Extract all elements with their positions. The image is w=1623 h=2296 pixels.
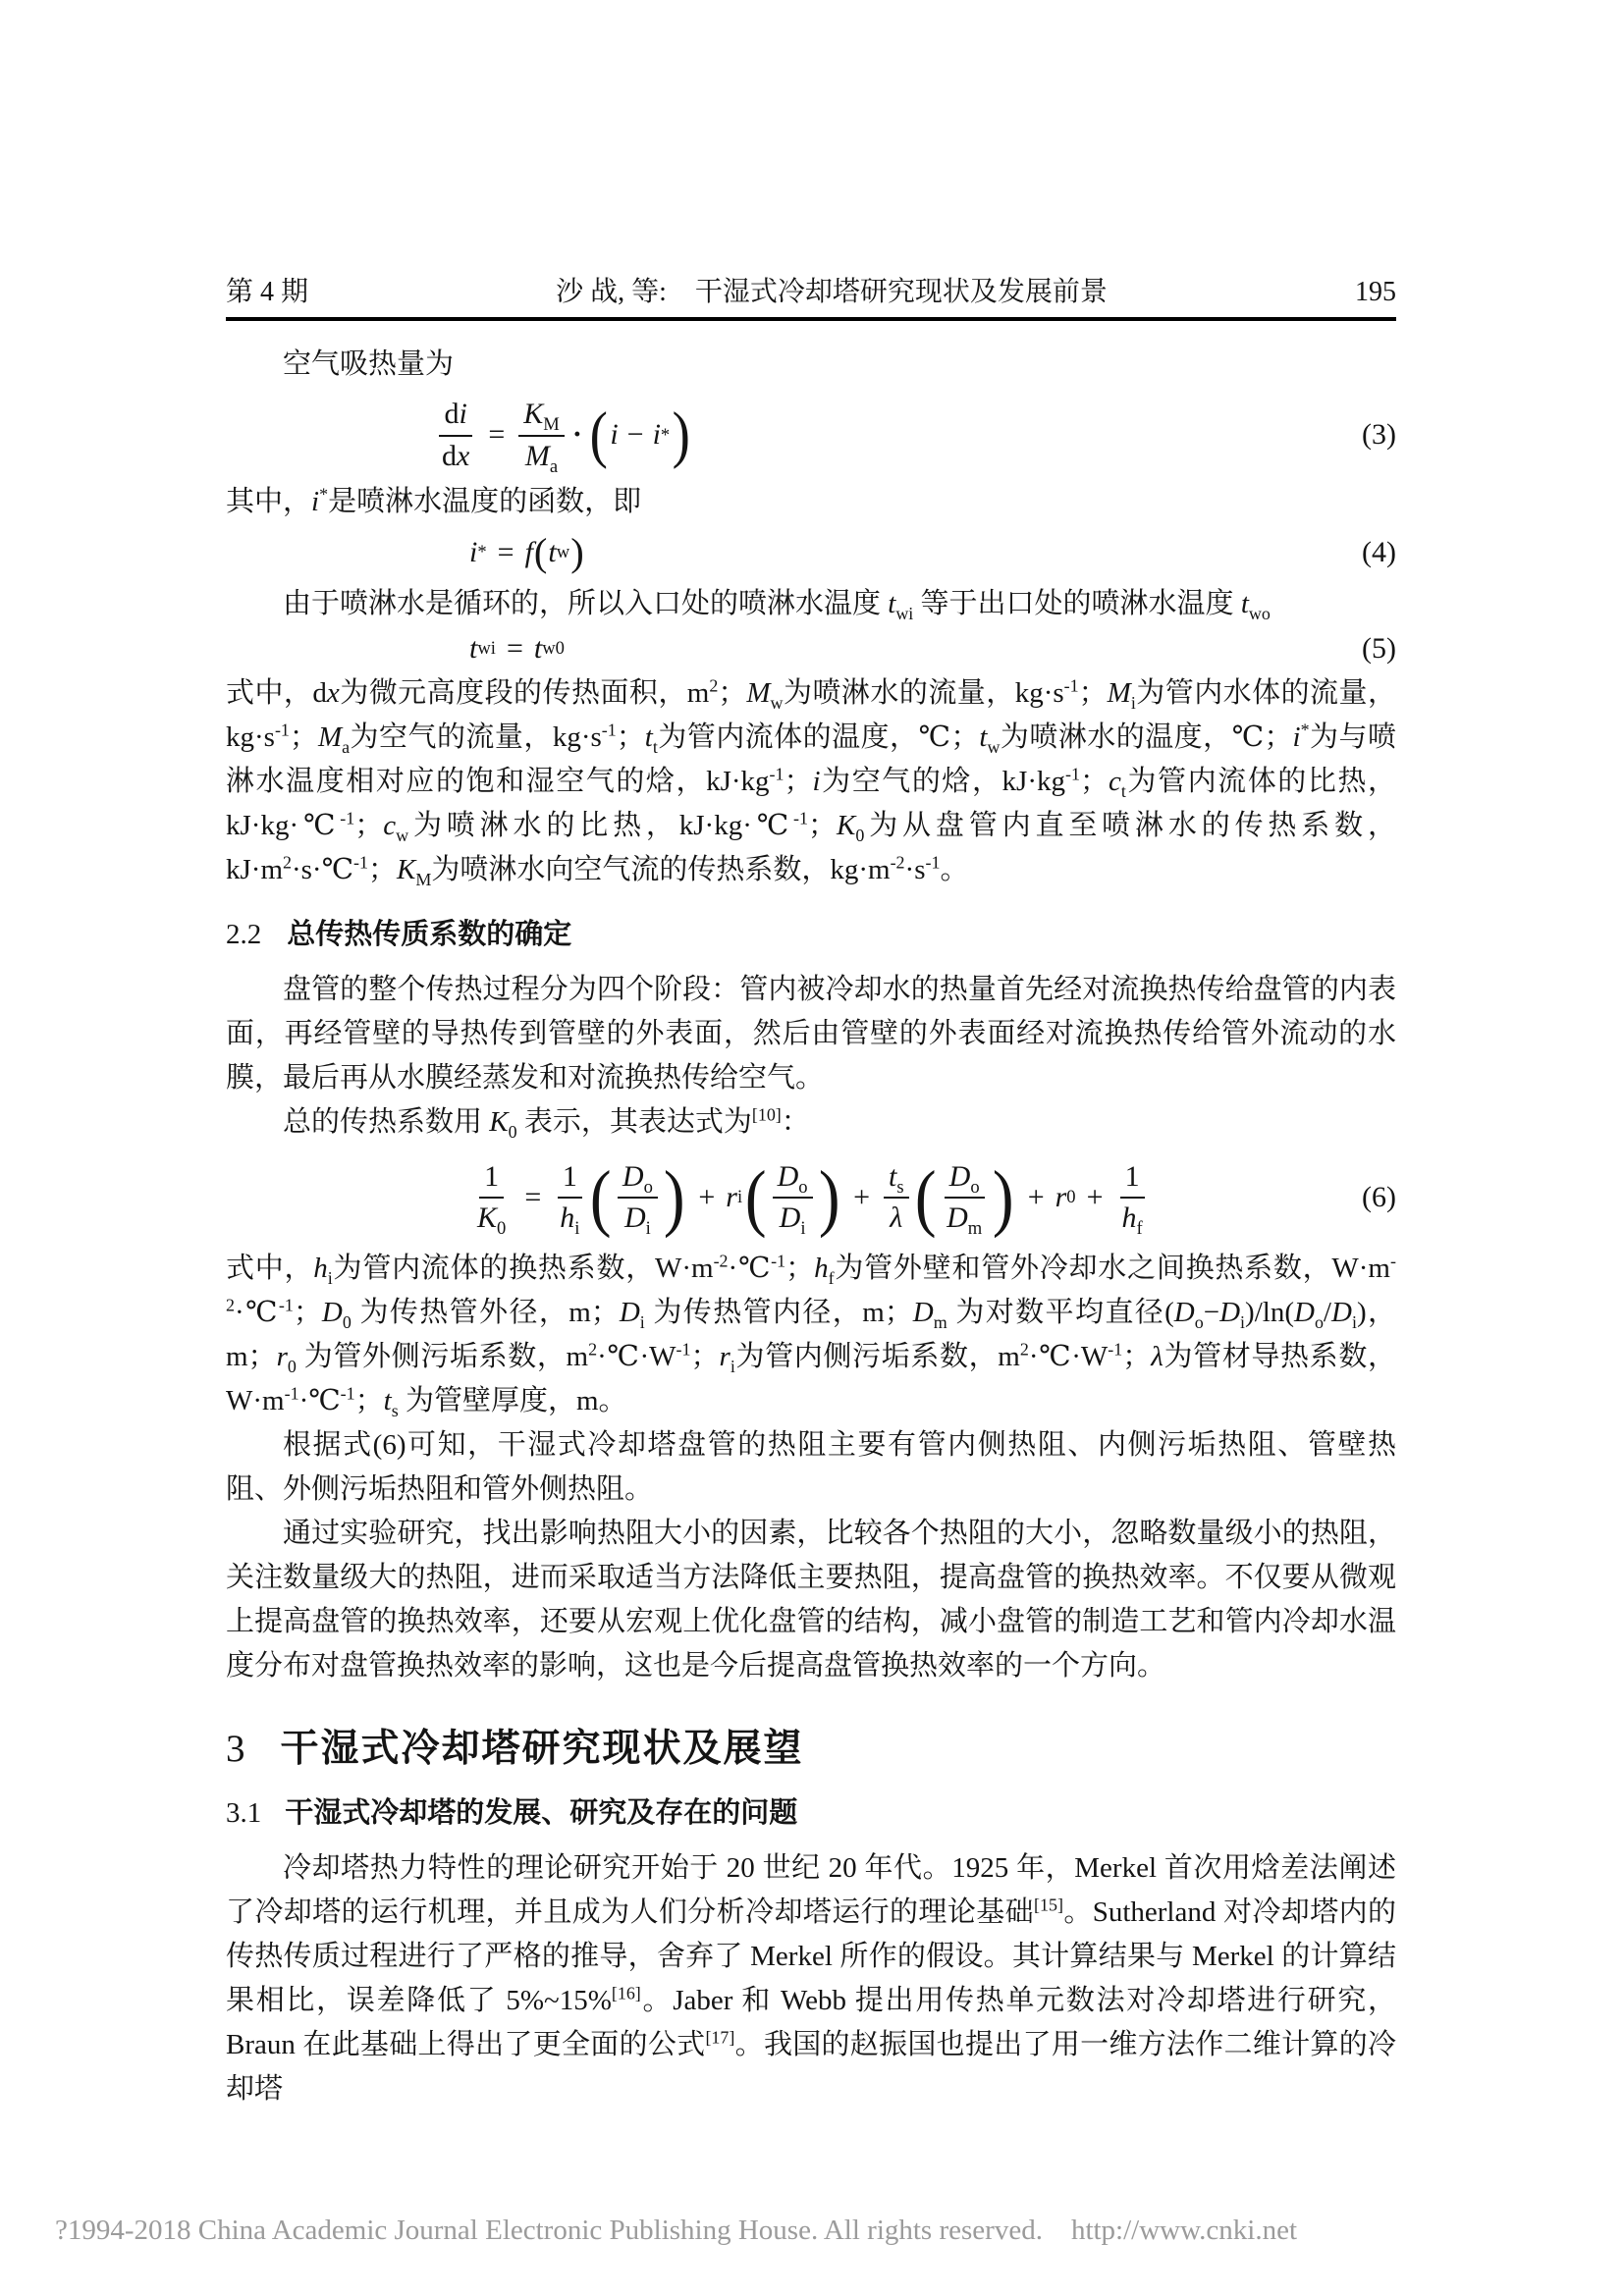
paragraph-panguan: 盘管的整个传热过程分为四个阶段：管内被冷却水的热量首先经对流换热传给盘管的内表面，再经管壁的导热传到管壁的外表面，然后由管壁的外表面经对流换热传给管外流动的水膜，最后再从水膜经蒸发和对流换热传给空气。: [226, 974, 1396, 1095]
equation-5-body: t wi = t w0: [469, 631, 565, 665]
equation-4-number: (4): [1362, 536, 1396, 569]
equation-4: [226, 530, 1396, 576]
paragraph-air-heat-intro: 空气吸热量为: [283, 348, 455, 380]
equation-5: [226, 632, 1396, 667]
equation-3-number: (3): [1362, 418, 1396, 452]
page-header: [226, 277, 1396, 308]
section-3-1-heading: [226, 1790, 1396, 1831]
equation-4-body: i * = f ( t w ): [469, 530, 584, 574]
paragraph-youyu: 由于喷淋水是循环的，所以入口处的喷淋水温度 $t_{wi}$ 等于出口处的喷淋水温度 $t_{wo}$: [283, 587, 1271, 623]
section-2-2-number: 2.2: [226, 919, 262, 951]
section-3-title: 干湿式冷却塔研究现状及展望: [280, 1728, 804, 1771]
equation-3: [226, 397, 1396, 477]
running-head-title: 干湿式冷却塔研究现状及发展前景: [694, 277, 1108, 307]
page-content: [226, 277, 1396, 2111]
paragraph-tongguo: 通过实验研究，找出影响热阻大小的因素，比较各个热阻的大小，忽略数量级小的热阻，关注数量级大的热阻，进而采取适当方法降低主要热阻，提高盘管的换热效率。不仅要从微观上提高盘管的换热效率，还要从宏观上优化盘管的结构，减小盘管的制造工艺和管内冷却水温度分布对盘管换热效率的影响，这也是今后提高盘管换热效率的一个方向。: [226, 1518, 1396, 1682]
section-3-number: 3: [226, 1728, 245, 1771]
paragraph-symbols-1: 式中，dx为微元高度段的传热面积，$m^2$；$M_w$为喷淋水的流量，$kg\cdot s^{-1}$；$M_i$为管内水体的流量，$kg\cdot s^{-1}$；$M_a$为空气的流量，$kg\cdot s^{-1}$；$t_t$为管内流体的温度，℃；$t_w$为喷淋水的温度，℃；i*为与喷淋水温度相对应的饱和湿空气的焓，$kJ\cdot kg^{-1}$；i为空气的焓，$kJ\cdot kg^{-1}$；$c_t$为管内流体的比热，kJ·kg·℃$^{-1}$；$c_w$为喷淋水的比热，kJ·kg·℃$^{-1}$；$K_0$为从盘管内直至喷淋水的传热系数，$kJ\cdot m^2\cdot s\cdot℃^{-1}$；$K_M$为喷淋水向空气流的传热系数，$kg\cdot m^{-2}\cdot s^{-1}$。: [226, 675, 1396, 889]
section-2-2-heading: [226, 912, 1396, 952]
section-3-1-title: 干湿式冷却塔的发展、研究及存在的问题: [285, 1797, 798, 1830]
journal-issue: 第 4 期: [226, 277, 309, 307]
paragraph-lengque: 冷却塔热力特性的理论研究开始于 20 世纪 20 年代。1925 年，Merkel 首次用焓差法阐述了冷却塔的运行机理，并且成为人们分析冷却塔运行的理论基础[15]。Sutherland 对冷却塔内的传热传质过程进行了严格的推导，舍弃了 Merkel 所作的假设。其计算结果与 Merkel 的计算结果相比，误差降低了 5%~15%[16]。Jaber 和 Webb 提出用传热单元数法对冷却塔进行研究，Braun 在此基础上得出了更全面的公式[17]。我国的赵振国也提出了用一维方法作二维计算的冷却塔: [226, 1852, 1396, 2106]
equation-6-number: (6): [1362, 1180, 1396, 1213]
section-2-2-title: 总传热传质系数的确定: [287, 919, 572, 951]
equation-6-body: $\frac{1}{K_0}$ = $\frac{1}{h_i}$ ( $\frac{D_o}{D_i}$ ) + r i ( $\frac{D_o}{D_i}$ ) + $\frac{t_s}{\lambda}$ ( $\frac{D_o}{D_m}$ ) + r 0 + $\frac{1}{h_f}$: [477, 1155, 1143, 1240]
copyright-footer: ?1994-2018 China Academic Journal Electronic Publishing House. All rights reserved. http://www.cnki.net: [55, 2215, 1298, 2246]
paragraph-zongde: 总的传热系数用 $K_0$ 表示，其表达式为[10]：: [283, 1104, 810, 1142]
equation-3-body: $\frac{di}{dx}$ = $\frac{K_M}{M_a}$ · ( i − i * ): [226, 397, 693, 474]
equation-6: [226, 1154, 1396, 1241]
header-divider: [226, 317, 1396, 321]
section-3-heading: [226, 1718, 1396, 1773]
paragraph-genju: 根据式(6)可知，干湿式冷却塔盘管的热阻主要有管内侧热阻、内侧污垢热阻、管壁热阻、外侧污垢热阻和管外侧热阻。: [226, 1429, 1396, 1506]
equation-5-number: (5): [1362, 631, 1396, 665]
paragraph-symbols-2: 式中，$h_i$为管内流体的换热系数，$W\cdot m^{-2}\cdot℃^{-1}$；$h_f$为管外壁和管外冷却水之间换热系数，$W\cdot m^{-2}\cdot℃^{-1}$；$D_0$ 为传热管外径，m；$D_i$ 为传热管内径，m；$D_m$ 为对数平均直径$(D_o-D_i)/\ln(D_o/D_i)$，m；$r_0$ 为管外侧污垢系数，$m^2\cdot℃\cdot W^{-1}$；$r_i$为管内侧污垢系数，$m^2\cdot℃\cdot W^{-1}$；λ为管材导热系数，$W\cdot m^{-1}\cdot℃^{-1}$；$t_s$ 为管壁厚度，m。: [226, 1251, 1396, 1420]
section-3-1-number: 3.1: [226, 1797, 262, 1830]
running-head: [308, 277, 1355, 308]
running-head-authors: 沙 战, 等:: [556, 277, 667, 307]
paragraph-qizhong: 其中，i*是喷淋水温度的函数，即: [226, 484, 642, 517]
page-number: 195: [1355, 277, 1396, 307]
